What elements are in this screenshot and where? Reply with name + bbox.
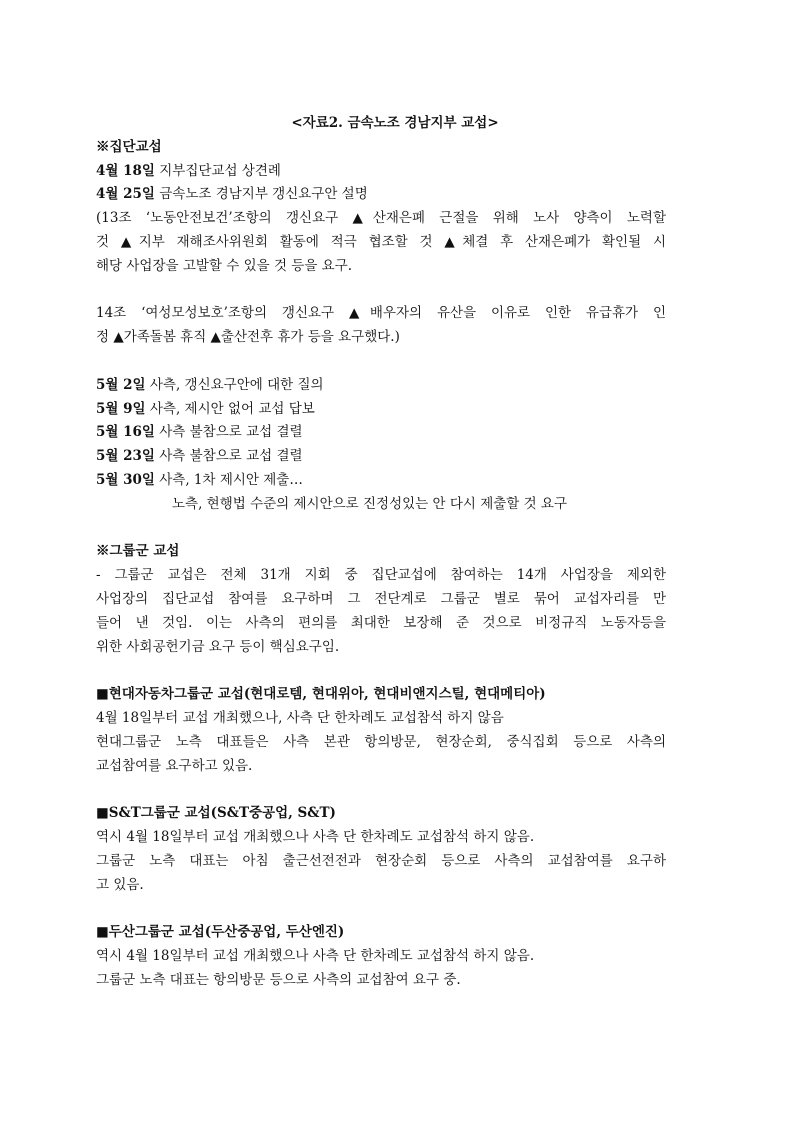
timeline-date: 5월 9일 xyxy=(96,400,146,417)
timeline-text: 사측, 제시안 없어 교섭 답보 xyxy=(145,400,315,417)
hyundai-line: 교섭참여를 요구하고 있음. xyxy=(96,757,253,774)
timeline-entry xyxy=(96,421,666,445)
hyundai-line: 현대그룹군 노측 대표들은 사측 본관 항의방문, 현장순회, 중식집회 등으로 사측의 xyxy=(96,733,666,750)
timeline-text: 사측 불참으로 교섭 결렬 xyxy=(154,424,303,441)
timeline-date: 5월 23일 xyxy=(96,448,155,465)
timeline-entry xyxy=(96,398,666,422)
snt-line: 고 있음. xyxy=(96,876,144,893)
snt-line: 그룹군 노측 대표는 아침 출근선전전과 현장순회 등으로 사측의 교섭참여를 요구하 xyxy=(96,852,666,869)
article13-line: (13조 ‘노동안전보건’조항의 갱신요구 ▲산재은폐 근절을 위해 노사 양측이 노력할 xyxy=(96,210,666,227)
group-line: 위한 사회공헌기금 요구 등이 핵심요구임. xyxy=(96,638,340,655)
timeline-text: 지부집단교섭 상견례 xyxy=(154,162,281,179)
group-line: 들어 낸 것임. 이는 사측의 편의를 최대한 보장해 준 것으로 비정규직 노동자등을 xyxy=(96,614,666,631)
timeline-entry xyxy=(96,445,666,469)
article13-line: 것 ▲지부 재해조사위원회 활동에 적극 협조할 것 ▲체결 후 산재은폐가 확인될 시 xyxy=(96,233,666,250)
hyundai-line: 4월 18일부터 교섭 개최했으나, 사측 단 한차례도 교섭참석 하지 않음 xyxy=(96,709,504,726)
timeline-text: 금속노조 경남지부 갱신요구안 설명 xyxy=(154,186,368,203)
article14-line: 정 ▲가족돌봄 휴직 ▲출산전후 휴가 등을 요구했다.) xyxy=(96,329,400,346)
group-line: - 그룹군 교섭은 전체 31개 지회 중 집단교섭에 참여하는 14개 사업장을 제외한 xyxy=(96,567,666,584)
group-line: 사업장의 집단교섭 참여를 요구하며 그 전단계로 그룹군 별로 묶어 교섭자리를 만 xyxy=(96,590,666,607)
doosan-line: 그룹군 노측 대표는 항의방문 등으로 사측의 교섭참여 요구 중. xyxy=(96,971,461,988)
snt-line: 역시 4월 18일부터 교섭 개최했으나 사측 단 한차례도 교섭참석 하지 않음. xyxy=(96,828,535,845)
timeline-entry xyxy=(96,183,666,207)
timeline-date: 5월 16일 xyxy=(96,424,155,441)
document-page xyxy=(96,112,666,992)
document-title: <자료2. 금속노조 경남지부 교섭> xyxy=(291,115,499,131)
timeline-text: 사측, 1차 제시안 제출… xyxy=(154,471,303,488)
timeline-date: 4월 25일 xyxy=(96,186,155,203)
article14-line: 14조 ‘여성모성보호’조항의 갱신요구 ▲배우자의 유산을 이유로 인한 유급휴가 인 xyxy=(96,305,666,322)
timeline-entry xyxy=(96,374,666,398)
timeline-date: 4월 18일 xyxy=(96,162,155,179)
timeline-date: 5월 2일 xyxy=(96,376,146,393)
timeline-entry xyxy=(96,160,666,184)
article13-line: 해당 사업장을 고발할 수 있을 것 등을 요구. xyxy=(96,257,353,274)
timeline-entry xyxy=(96,469,666,493)
timeline-text: 사측, 갱신요구안에 대한 질의 xyxy=(145,376,324,393)
doosan-heading: ■두산그룹군 교섭(두산중공업, 두산엔진) xyxy=(96,924,345,941)
timeline-text: 사측 불참으로 교섭 결렬 xyxy=(154,448,303,465)
followup-note: 노측, 현행법 수준의 제시안으로 진정성있는 안 다시 제출할 것 요구 xyxy=(172,495,568,512)
hyundai-heading: ■현대자동차그룹군 교섭(현대로템, 현대위아, 현대비앤지스틸, 현대메티아) xyxy=(96,686,546,703)
doosan-line: 역시 4월 18일부터 교섭 개최했으나 사측 단 한차례도 교섭참석 하지 않음. xyxy=(96,947,535,964)
group-heading: ※그룹군 교섭 xyxy=(96,543,180,560)
timeline-date: 5월 30일 xyxy=(96,471,155,488)
snt-heading: ■S&T그룹군 교섭(S&T중공업, S&T) xyxy=(96,805,336,822)
collective-heading: ※집단교섭 xyxy=(96,138,162,155)
